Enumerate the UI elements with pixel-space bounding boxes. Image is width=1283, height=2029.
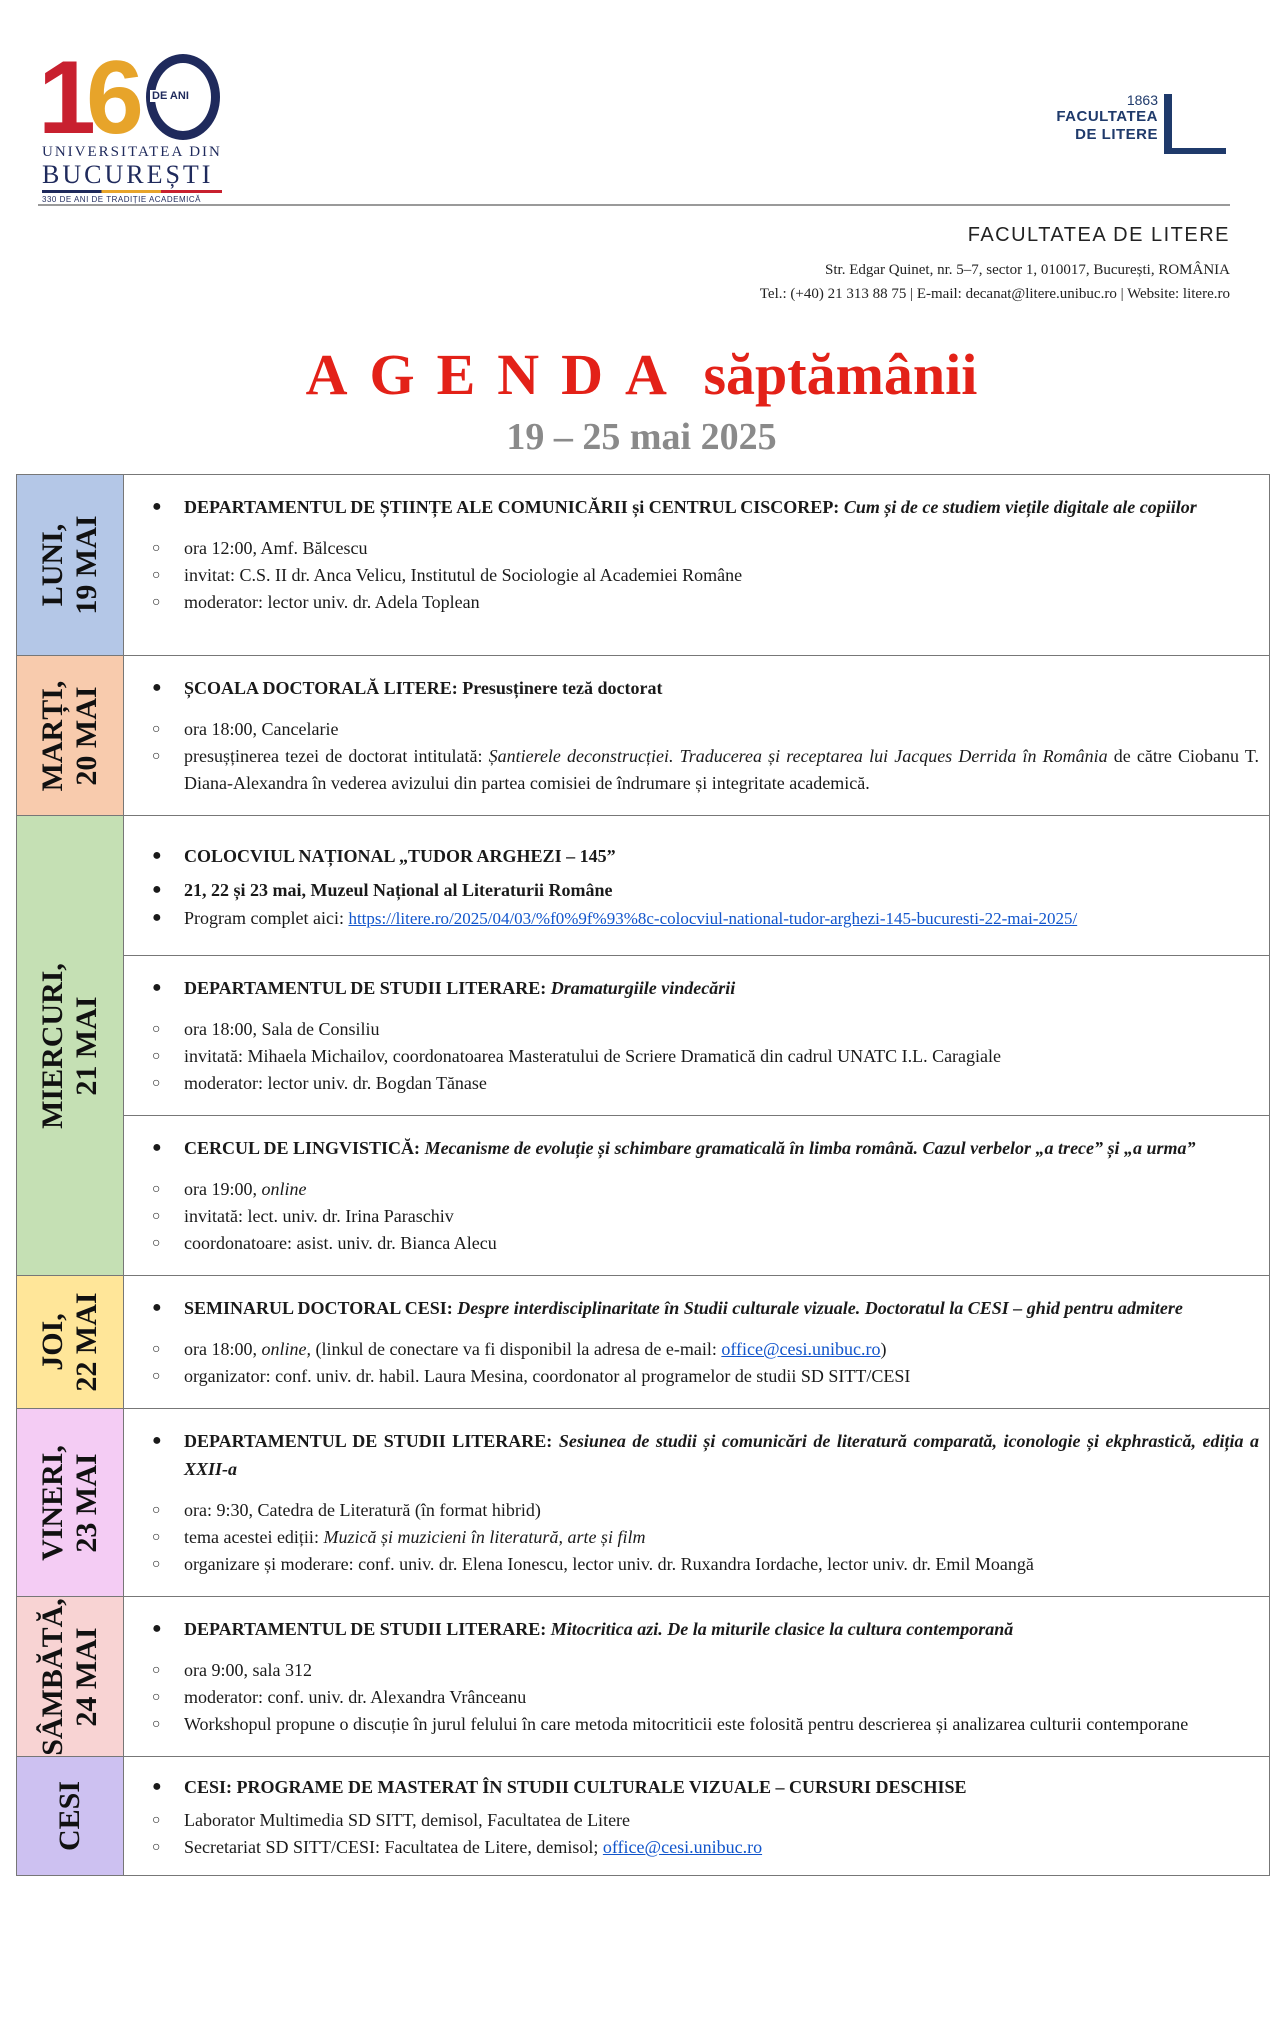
event-detail [152, 1016, 1259, 1043]
bullet-icon: ● [152, 1139, 162, 1156]
bullet-icon: ● [152, 847, 162, 864]
day-date: 24 MAI [70, 1626, 103, 1727]
event-detail [152, 1684, 1259, 1711]
day-content [124, 1409, 1269, 1596]
day-row-friday [17, 1409, 1269, 1597]
day-label [36, 1598, 104, 1756]
circle-bullet-icon: ○ [152, 541, 161, 556]
circle-bullet-icon: ○ [152, 1369, 161, 1384]
day-name: CESI [53, 1780, 86, 1852]
day-row-thursday [17, 1276, 1269, 1409]
day-name: MARȚI, [36, 680, 69, 791]
detail-text: ora 18:00, Cancelarie [184, 719, 339, 739]
day-date: 19 MAI [70, 515, 103, 615]
bullet-icon: ● [152, 909, 162, 926]
circle-bullet-icon: ○ [152, 568, 161, 583]
event-topic: Mecanisme de evoluție și schimbare gramaticală în limba română. Cazul verbelor „a trece” și „a urma” [424, 1138, 1196, 1158]
day-date: 22 MAI [70, 1292, 103, 1392]
day-label [36, 1445, 104, 1561]
event-detail [152, 1176, 1259, 1203]
circle-bullet-icon: ○ [152, 1342, 161, 1357]
email-link[interactable]: office@cesi.unibuc.ro [721, 1339, 881, 1359]
event-topic: Sesiunea de studii și comunicări de literatură comparată, iconologie și ekphrastică, ediția a XXII-a [184, 1431, 1259, 1479]
agenda-table [16, 474, 1270, 1876]
event-title [152, 974, 1259, 1002]
detail-text: invitată: Mihaela Michailov, coordonatoarea Masteratului de Scriere Dramatică din cadrul UNATC I.L. Caragiale [184, 1046, 1002, 1066]
bullet-icon: ● [152, 979, 162, 996]
event-org: CERCUL DE LINGVISTICĂ: [184, 1138, 421, 1158]
faculty-contact: Tel.: (+40) 21 313 88 75 | E-mail: decanat@litere.unibuc.ro | Website: litere.ro [759, 286, 1230, 302]
event-org: DEPARTAMENTUL DE ȘTIINȚE ALE COMUNICĂRII și CENTRUL CISCOREP: [184, 497, 840, 517]
thesis-title: Șantierele deconstrucției. Traducerea și receptarea lui Jacques Derrida în România [488, 746, 1108, 766]
event-detail [152, 1203, 1259, 1230]
day-label [36, 680, 104, 791]
event-detail [152, 1711, 1259, 1738]
event-org: COLOCVIUL NAȚIONAL „TUDOR ARGHEZI – 145” [184, 846, 616, 866]
event-title [152, 674, 1259, 702]
circle-bullet-icon: ○ [152, 1690, 161, 1705]
agenda-dates: 19 – 25 mai 2025 [506, 416, 777, 458]
event-title [152, 842, 1259, 870]
day-name: VINERI, [36, 1444, 69, 1561]
circle-bullet-icon: ○ [152, 595, 161, 610]
detail-text: moderator: lector univ. dr. Adela Toplean [184, 592, 480, 612]
event-detail [152, 1497, 1259, 1524]
circle-bullet-icon: ○ [152, 749, 161, 764]
day-cell [17, 1276, 124, 1408]
logo-line-1: UNIVERSITATEA DIN [42, 144, 222, 160]
detail-text: ora 12:00, Amf. Bălcescu [184, 538, 368, 558]
detail-text: 21, 22 și 23 mai, Muzeul Național al Literaturii Române [184, 880, 613, 900]
logo-line-2: BUCUREȘTI [42, 160, 214, 189]
faculty-address: Str. Edgar Quinet, nr. 5–7, sector 1, 010017, București, ROMÂNIA [825, 262, 1230, 278]
logo-tricolor-stripe [42, 190, 222, 193]
program-link[interactable]: https://litere.ro/2025/04/03/%f0%9f%93%8c-colocviul-national-tudor-arghezi-145-bucuresti-22-mai-2025/ [348, 909, 1078, 928]
day-row-tuesday [17, 656, 1269, 816]
event-title [152, 1294, 1259, 1322]
circle-bullet-icon: ○ [152, 1182, 161, 1197]
detail-text: ora 9:00, sala 312 [184, 1660, 312, 1680]
event-detail [152, 716, 1259, 743]
day-row-wednesday [17, 816, 1269, 1276]
circle-bullet-icon: ○ [152, 1209, 161, 1224]
event-detail [152, 1657, 1259, 1684]
detail-text: organizator: conf. univ. dr. habil. Laura Mesina, coordonator al programelor de studii SD SITT/CESI [184, 1366, 911, 1386]
agenda-title-word: AGENDA [305, 342, 689, 407]
circle-bullet-icon: ○ [152, 1717, 161, 1732]
event-detail [152, 1551, 1259, 1578]
event [124, 1597, 1269, 1756]
event-detail [152, 535, 1259, 562]
detail-text: tema acestei ediții: [184, 1527, 319, 1547]
logo-de-ani: DE ANI [152, 90, 189, 102]
day-content [124, 1757, 1269, 1875]
detail-text: ora 18:00, Sala de Consiliu [184, 1019, 380, 1039]
bullet-icon: ● [152, 1778, 162, 1795]
day-name: LUNI, [36, 523, 69, 607]
day-cell [17, 816, 124, 1275]
event-topic: Dramaturgiile vindecării [550, 978, 736, 998]
event-topic: Cum și de ce studiem viețile digitale ale copiilor [843, 497, 1197, 517]
circle-bullet-icon: ○ [152, 1840, 161, 1855]
day-name: SÂMBĂTĂ, [36, 1597, 69, 1756]
event-org: ȘCOALA DOCTORALĂ LITERE: [184, 678, 458, 698]
circle-bullet-icon: ○ [152, 1813, 161, 1828]
circle-bullet-icon: ○ [152, 1530, 161, 1545]
event-detail [152, 589, 1259, 616]
event [124, 1276, 1269, 1408]
detail-text: ora: 9:30, Catedra de Literatură (în format hibrid) [184, 1500, 541, 1520]
day-date: 21 MAI [70, 995, 103, 1096]
event-detail [152, 743, 1259, 797]
day-row-saturday [17, 1597, 1269, 1757]
day-row-monday [17, 475, 1269, 656]
event-detail [152, 1336, 1259, 1363]
logo-numeral-6: 6 [86, 40, 144, 156]
day-name: JOI, [36, 1313, 69, 1371]
event-org: CESI: PROGRAME DE MASTERAT ÎN STUDII CULTURALE VIZUALE – CURSURI DESCHISE [184, 1777, 967, 1797]
detail-text: de către Ciobanu T. Diana-Alexandra în vederea avizului din partea comisiei de îndrumare și integritate academică. [184, 746, 1259, 793]
event-topic: Mitocritica azi. De la miturile clasice la cultura contemporană [550, 1619, 1014, 1639]
detail-text: moderator: lector univ. dr. Bogdan Tănase [184, 1073, 487, 1093]
email-link[interactable]: office@cesi.unibuc.ro [602, 1837, 763, 1857]
event-org: DEPARTAMENTUL DE STUDII LITERARE: [184, 978, 547, 998]
circle-bullet-icon: ○ [152, 1503, 161, 1518]
day-content [124, 475, 1269, 655]
detail-text: Secretariat SD SITT/CESI: Facultatea de Litere, demisol; [184, 1837, 599, 1857]
detail-text: coordonatoare: asist. univ. dr. Bianca Alecu [184, 1233, 497, 1253]
faculty-logo-name-2: DE LITERE [1075, 126, 1158, 143]
event-org: DEPARTAMENTUL DE STUDII LITERARE: [184, 1619, 547, 1639]
circle-bullet-icon: ○ [152, 722, 161, 737]
detail-text: ora 18:00, [184, 1339, 257, 1359]
event-title [152, 1773, 1259, 1801]
bullet-icon: ● [152, 881, 162, 898]
circle-bullet-icon: ○ [152, 1557, 161, 1572]
day-content [124, 816, 1269, 1275]
day-cell [17, 1757, 124, 1875]
agenda-title [0, 340, 1283, 410]
day-content [124, 1597, 1269, 1756]
detail-text: Muzică și muzicieni în literatură, arte și film [323, 1527, 646, 1547]
logo-numeral-1: 1 [38, 40, 90, 156]
day-label [36, 963, 104, 1129]
detail-text: online, [261, 1339, 311, 1359]
event-title [152, 1134, 1259, 1162]
day-label [36, 1292, 104, 1391]
event [124, 1409, 1269, 1596]
event-title [152, 493, 1259, 521]
detail-text: presușținerea tezei de doctorat intitulată: [184, 746, 483, 766]
detail-text: Program complet aici: [184, 908, 344, 928]
faculty-title: FACULTATEA DE LITERE [967, 224, 1230, 246]
event-detail [152, 876, 1259, 904]
detail-text: Laborator Multimedia SD SITT, demisol, Facultatea de Litere [184, 1810, 631, 1830]
event-detail [152, 1070, 1259, 1097]
detail-text: (linkul de conectare va fi disponibil la adresa de e-mail: [315, 1339, 717, 1359]
university-logo [38, 40, 228, 204]
detail-text: invitat: C.S. II dr. Anca Velicu, Institutul de Sociologie al Academiei Române [184, 565, 743, 585]
event-title [152, 1427, 1259, 1483]
event [124, 1757, 1269, 1875]
day-cell [17, 1597, 124, 1756]
day-content [124, 656, 1269, 815]
day-content [124, 1276, 1269, 1408]
day-date: 23 MAI [70, 1452, 103, 1553]
logo-line-3: 330 DE ANI DE TRADIȚIE ACADEMICĂ [42, 195, 202, 204]
faculty-logo [1040, 92, 1240, 162]
event [124, 1116, 1269, 1275]
circle-bullet-icon: ○ [152, 1049, 161, 1064]
event-topic: Presusținere teză doctorat [462, 678, 663, 698]
faculty-logo-l-base [1164, 148, 1226, 154]
day-cell [17, 475, 124, 655]
detail-text: invitată: lect. univ. dr. Irina Paraschiv [184, 1206, 454, 1226]
bullet-icon: ● [152, 498, 162, 515]
event-topic: Despre interdisciplinaritate în Studii culturale vizuale. Doctoratul la CESI – ghid pentru admitere [457, 1298, 1183, 1318]
event-org: SEMINARUL DOCTORAL CESI: [184, 1298, 453, 1318]
event-title [152, 1615, 1259, 1643]
bullet-icon: ● [152, 1620, 162, 1637]
event-detail [152, 1807, 1259, 1834]
day-label [36, 515, 104, 614]
detail-text: organizare și moderare: conf. univ. dr. Elena Ionescu, lector univ. dr. Ruxandra Iordache, lector univ. dr. Emil Moangă [184, 1554, 1034, 1574]
event [124, 475, 1269, 634]
circle-bullet-icon: ○ [152, 1076, 161, 1091]
detail-text: online [261, 1179, 307, 1199]
event [124, 656, 1269, 815]
event-detail [152, 1524, 1259, 1551]
event-detail [152, 1363, 1259, 1390]
day-label [53, 1781, 87, 1851]
faculty-logo-year: 1863 [1126, 92, 1158, 108]
event-detail [152, 1043, 1259, 1070]
bullet-icon: ● [152, 1299, 162, 1316]
faculty-logo-name-1: FACULTATEA [1056, 108, 1158, 125]
day-cell [17, 1409, 124, 1596]
event-detail [152, 1834, 1259, 1861]
bullet-icon: ● [152, 1432, 162, 1449]
event [124, 956, 1269, 1116]
circle-bullet-icon: ○ [152, 1236, 161, 1251]
event-org: DEPARTAMENTUL DE STUDII LITERARE: [184, 1431, 553, 1451]
day-name: MIERCURI, [36, 962, 69, 1129]
faculty-logo-l-stem [1164, 94, 1172, 154]
day-row-cesi [17, 1757, 1269, 1875]
agenda-title-rest: săptămânii [703, 342, 978, 407]
bullet-icon: ● [152, 679, 162, 696]
event-detail [152, 904, 1259, 933]
circle-bullet-icon: ○ [152, 1663, 161, 1678]
detail-text: ora 19:00, [184, 1179, 257, 1199]
header-divider [38, 204, 1230, 206]
detail-text: ) [880, 1339, 887, 1359]
day-cell [17, 656, 124, 815]
event-detail [152, 1230, 1259, 1257]
day-date: 20 MAI [70, 685, 103, 786]
detail-text: Workshopul propune o discuție în jurul felului în care metoda mitocriticii este folosită pentru descrierea și analizarea culturii contemporane [184, 1714, 1189, 1734]
event-detail [152, 562, 1259, 589]
detail-text: moderator: conf. univ. dr. Alexandra Vrânceanu [184, 1687, 527, 1707]
circle-bullet-icon: ○ [152, 1022, 161, 1037]
event [124, 816, 1269, 956]
